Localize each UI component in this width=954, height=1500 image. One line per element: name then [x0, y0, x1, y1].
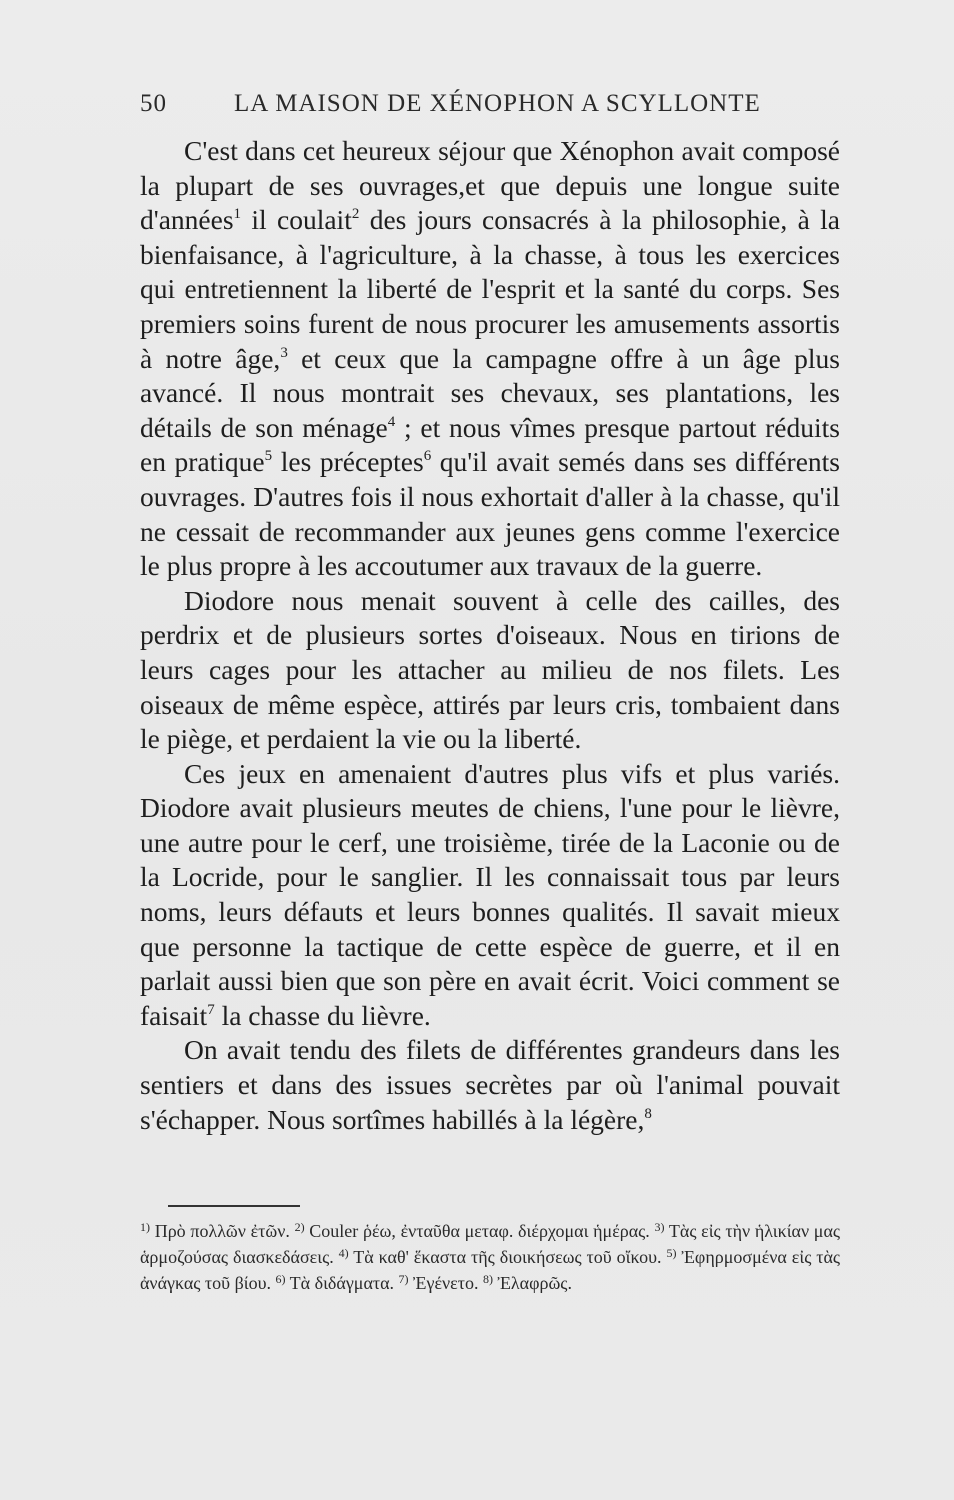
footnote-2	[295, 1221, 650, 1241]
main-text	[140, 134, 840, 1137]
footnote-7	[399, 1273, 479, 1293]
footnote-6	[275, 1273, 394, 1293]
footnote-mark: 5)	[666, 1246, 677, 1260]
text-run: il coulait	[241, 204, 352, 236]
page-number: 50	[140, 90, 167, 117]
footnote-mark: 8)	[482, 1272, 493, 1286]
footnote-ref-7: 7	[207, 1001, 215, 1018]
footnotes	[140, 1218, 840, 1296]
footnote-text: Τὰς εἰς τὴν ἡλικίαν μας ἁρμοζούσας διασκεδάσεις.	[140, 1221, 841, 1267]
text-run: les préceptes	[272, 446, 424, 478]
text-run: la chasse du lièvre.	[214, 999, 431, 1031]
text-run: ; et nous vîmes presque partout réduits en pratique	[140, 411, 840, 478]
footnote-text: Ἐγένετο.	[413, 1273, 479, 1293]
footnote-8	[483, 1273, 572, 1293]
footnote-4	[339, 1247, 662, 1267]
footnote-divider	[168, 1205, 300, 1207]
footnote-ref-8: 8	[644, 1105, 652, 1122]
footnote-mark: 3)	[654, 1220, 665, 1234]
text-run: et ceux que la campagne offre à un âge plus avancé. Il nous montrait ses chevaux, ses plantations, les détails de son ménage	[140, 342, 841, 443]
text-run: On avait tendu des filets de différentes grandeurs dans les sentiers et dans des issues secrètes par où l'animal pouvait s'échapper. Nous sortîmes habillés à la légère,	[140, 1034, 840, 1135]
footnote-ref-5: 5	[264, 448, 273, 465]
footnote-text: Couler ῥέω, ἐνταῦθα μεταφ. διέρχομαι ἡμέρας.	[309, 1221, 650, 1241]
footnote-ref-6: 6	[423, 448, 432, 465]
running-title: LA MAISON DE XÉNOPHON A SCYLLONTE	[234, 90, 761, 117]
footnote-1	[140, 1221, 290, 1241]
text-run: Ces jeux en amenaient d'autres plus vifs et plus variés. Diodore avait plusieurs meutes de chiens, l'une pour le lièvre, une autre pour le cerf, une troisième, tirée de la Laconie ou de la Locride, pour le sanglier. Il les connaissait tous par leurs noms, leurs défauts et leurs bonnes qualités. Il savait mieux que personne la tactique de cette espèce de guerre, et il en parlait aussi bien que son père en avait écrit. Voici comment se faisait	[140, 757, 840, 1031]
footnote-ref-4: 4	[387, 413, 396, 430]
footnote-mark: 2)	[294, 1220, 305, 1234]
footnote-text: Ἐφηρμοσμένα εἰς τὰς ἀνάγκας τοῦ βίου.	[140, 1247, 841, 1293]
paragraph-1	[140, 134, 840, 584]
text-run: qu'il avait semés dans ses différents ouvrages. D'autres fois il nous exhortait d'aller à la chasse, qu'il ne cessait de recommander aux jeunes gens comme l'exercice le plus propre à les accoutumer aux travaux de la guerre.	[140, 446, 840, 582]
footnote-mark: 7)	[398, 1272, 409, 1286]
text-run: C'est dans cet heureux séjour que Xénophon avait composé la plupart de ses ouvrages,et que depuis une longue suite d'années	[140, 135, 840, 236]
paragraph-4	[140, 1033, 840, 1137]
paragraph-3	[140, 757, 840, 1034]
footnote-text: Πρὸ πολλῶν ἐτῶν.	[154, 1221, 290, 1241]
paragraph-2: Diodore nous menait souvent à celle des cailles, des perdrix et de plusieurs sortes d'oiseaux. Nous en tirions de leurs cages pour les attacher au milieu de nos filets. Les oiseaux de même espèce, attirés par leurs cris, tombaient dans le piège, et perdaient la vie ou la liberté.	[140, 584, 840, 755]
footnote-text: Ἐλαφρῶς.	[497, 1273, 572, 1293]
footnote-ref-3: 3	[280, 344, 288, 361]
footnote-ref-2: 2	[351, 206, 360, 223]
footnote-text: Τὰ διδάγματα.	[289, 1273, 395, 1293]
footnote-text: Τὰ καθ' ἕκαστα τῆς διοικήσεως τοῦ οἴκου.	[353, 1247, 662, 1267]
footnote-mark: 4)	[338, 1246, 349, 1260]
text-run: des jours consacrés à la philosophie, à la bienfaisance, à l'agriculture, à la chasse, à tous les exercices qui entretiennent la liberté de l'esprit et la santé du corps. Ses premiers soins furent de nous procurer les amusements assortis à notre âge,	[140, 204, 840, 374]
footnote-mark: 1)	[140, 1220, 150, 1234]
footnote-mark: 6)	[275, 1272, 286, 1286]
footnote-ref-1: 1	[233, 206, 242, 223]
